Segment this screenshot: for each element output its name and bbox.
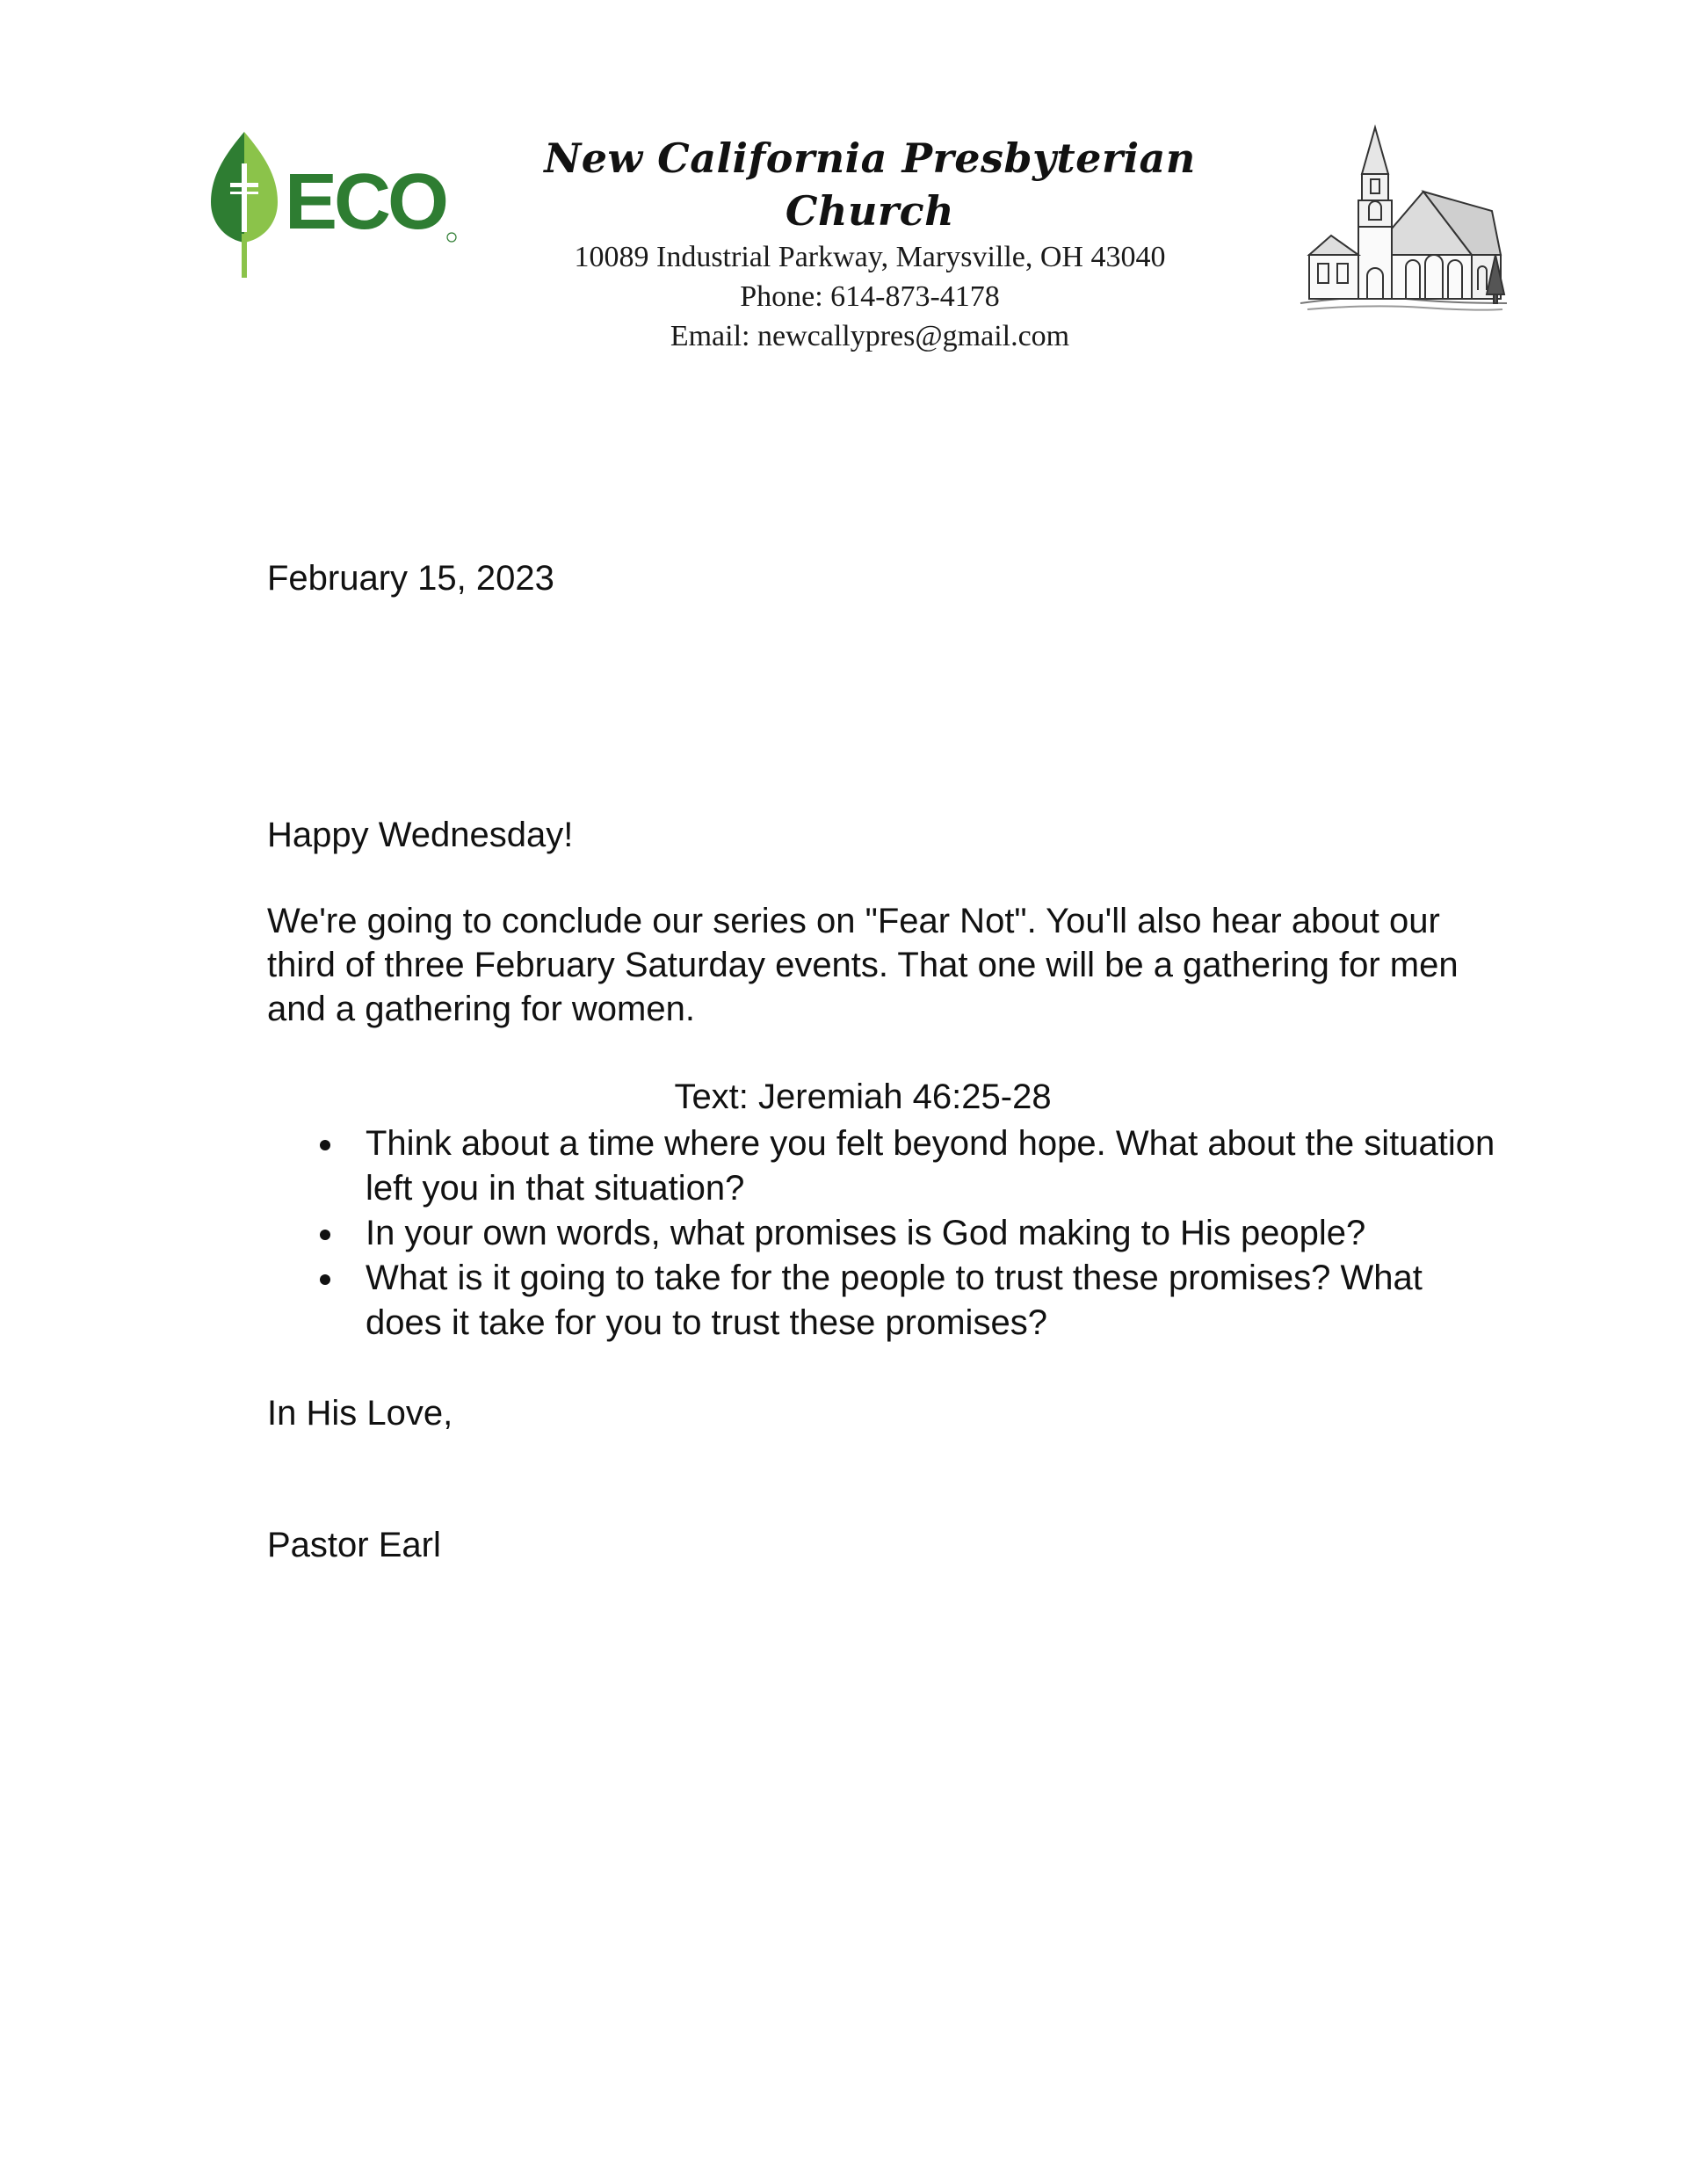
church-illustration: [1292, 123, 1511, 325]
letter-signature: Pastor Earl: [267, 1526, 441, 1564]
question-item: In your own words, what promises is God making to His people?: [267, 1211, 1497, 1256]
organization-email: Email: newcallypres@gmail.com: [670, 320, 1070, 352]
letterhead-block: [457, 132, 1283, 356]
eco-leaf-logo-icon: [207, 130, 471, 279]
eco-logo: [207, 130, 471, 279]
organization-address: 10089 Industrial Parkway, Marysville, OH 43040: [574, 241, 1166, 273]
letter-closing: In His Love,: [267, 1394, 453, 1433]
church-building-icon: [1292, 123, 1511, 325]
letter-greeting: Happy Wednesday!: [267, 816, 574, 854]
organization-phone: Phone: 614-873-4178: [740, 280, 1000, 313]
scripture-reference: Text: Jeremiah 46:25-28: [674, 1077, 1052, 1116]
organization-name: New California Presbyterian Church: [544, 134, 1196, 235]
svg-text:ECO: ECO: [285, 158, 446, 246]
letter-date: February 15, 2023: [267, 559, 554, 598]
question-item: Think about a time where you felt beyond hope. What about the situation left you in that situation?: [267, 1121, 1497, 1211]
question-item: What is it going to take for the people to trust these promises? What does it take for you to trust these promises?: [267, 1256, 1497, 1346]
discussion-questions: [267, 1121, 1497, 1346]
intro-paragraph: We're going to conclude our series on "Fear Not". You'll also hear about our third of three February Saturday events. That one will be a gathering for men and a gathering for women.: [267, 902, 1459, 1028]
